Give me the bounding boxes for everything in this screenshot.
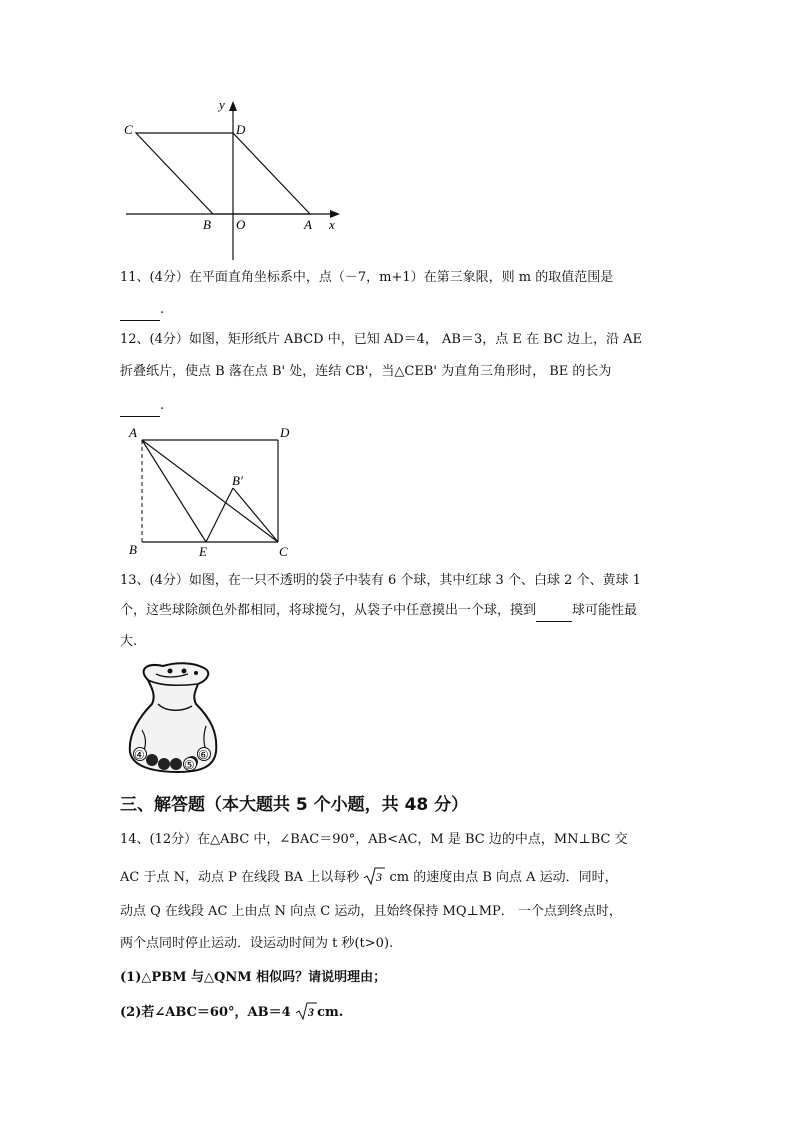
question-13-line3: 大. (120, 634, 138, 649)
sqrt-radicand-2: 3 (308, 1005, 315, 1019)
ball-bag-illustration (118, 660, 228, 775)
ball-label-6: ⑥ (198, 748, 209, 762)
question-11-line2 (120, 300, 164, 321)
question-14-line2-suffix: cm 的速度由点 B 向点 A 运动．同时， (385, 870, 618, 885)
sqrt-radicand: 3 (376, 870, 383, 884)
label-B: B (203, 217, 211, 232)
label-A: A (304, 217, 312, 232)
y-axis-arrow (229, 101, 237, 111)
sqrt-symbol (363, 866, 385, 888)
question-12-period: . (160, 398, 165, 413)
label-C: C (124, 122, 133, 137)
label-O: O (236, 217, 246, 232)
segment-AE (142, 440, 206, 542)
question-13-line2 (120, 601, 637, 622)
question-12-line1: 12、(4分）如图，矩形纸片 ABCD 中，已知 AD＝4， AB＝3，点 E 在 BC 边上，沿 AE (120, 332, 643, 347)
label-D: D (280, 425, 290, 440)
label-B: B (129, 542, 137, 557)
sqrt-symbol-2 (295, 1001, 317, 1023)
label-x: x (329, 217, 335, 232)
segment-AC (142, 440, 278, 542)
label-E: E (199, 544, 207, 559)
ball-label-5: ⑤ (184, 758, 195, 772)
question-13-line2-prefix: 个，这些球除颜色外都相同，将球搅匀，从袋子中任意摸出一个球，摸到 (120, 603, 537, 618)
answer-blank-11 (120, 300, 160, 321)
label-C: C (279, 544, 288, 559)
rectangle-fold-figure (122, 423, 302, 563)
question-11-period: . (160, 302, 165, 317)
question-14-line3: 动点 Q 在线段 AC 上由点 N 向点 C 运动，且始终保持 MQ⊥MP． 一个点到终点时， (120, 904, 622, 919)
question-13-line2-suffix: 球可能性最 (572, 603, 638, 618)
segment-EBp (206, 488, 233, 542)
label-D: D (236, 122, 246, 137)
question-12-line2: 折叠纸片，使点 B 落在点 B' 处，连结 CB'，当△CEB' 为直角三角形时， BE 的长为 (120, 364, 612, 379)
question-11-line1: 11、(4分）在平面直角坐标系中，点（－7，m+1）在第三象限，则 m 的取值范围是 (120, 270, 614, 285)
section-heading: 三、解答题（本大题共 5 个小题，共 48 分） (120, 795, 469, 815)
answer-blank-13 (536, 601, 572, 622)
answer-blank-12 (120, 396, 160, 417)
question-14-line1: 14、(12分）在△ABC 中，∠BAC＝90°，AB<AC，M 是 BC 边的中点，MN⊥BC 交 (120, 832, 628, 847)
label-Bp: B' (232, 473, 243, 488)
question-14-part2 (120, 1001, 343, 1023)
question-12-line3 (120, 396, 164, 417)
question-14-part1: (1)△PBM 与△QNM 相似吗？请说明理由； (120, 970, 387, 985)
label-A: A (129, 425, 137, 440)
question-14-line2 (120, 866, 618, 888)
question-14-part2-suffix: cm. (317, 1005, 344, 1020)
label-y: y (219, 97, 225, 112)
question-14-part2-prefix: (2)若∠ABC＝60°，AB＝4 (120, 1005, 296, 1020)
question-14-line2-prefix: AC 于点 N，动点 P 在线段 BA 上以每秒 (120, 870, 360, 885)
parallelogram-CDAB (136, 133, 310, 214)
ball-label-4: ④ (134, 748, 145, 762)
question-13-line1: 13、(4分）如图，在一只不透明的袋子中装有 6 个球，其中红球 3 个、白球 2 个、黄球 1 (120, 573, 641, 588)
coordinate-figure (118, 95, 348, 265)
segment-BpC (233, 488, 278, 542)
question-14-line4: 两个点同时停止运动．设运动时间为 t 秒(t>0). (120, 936, 394, 951)
